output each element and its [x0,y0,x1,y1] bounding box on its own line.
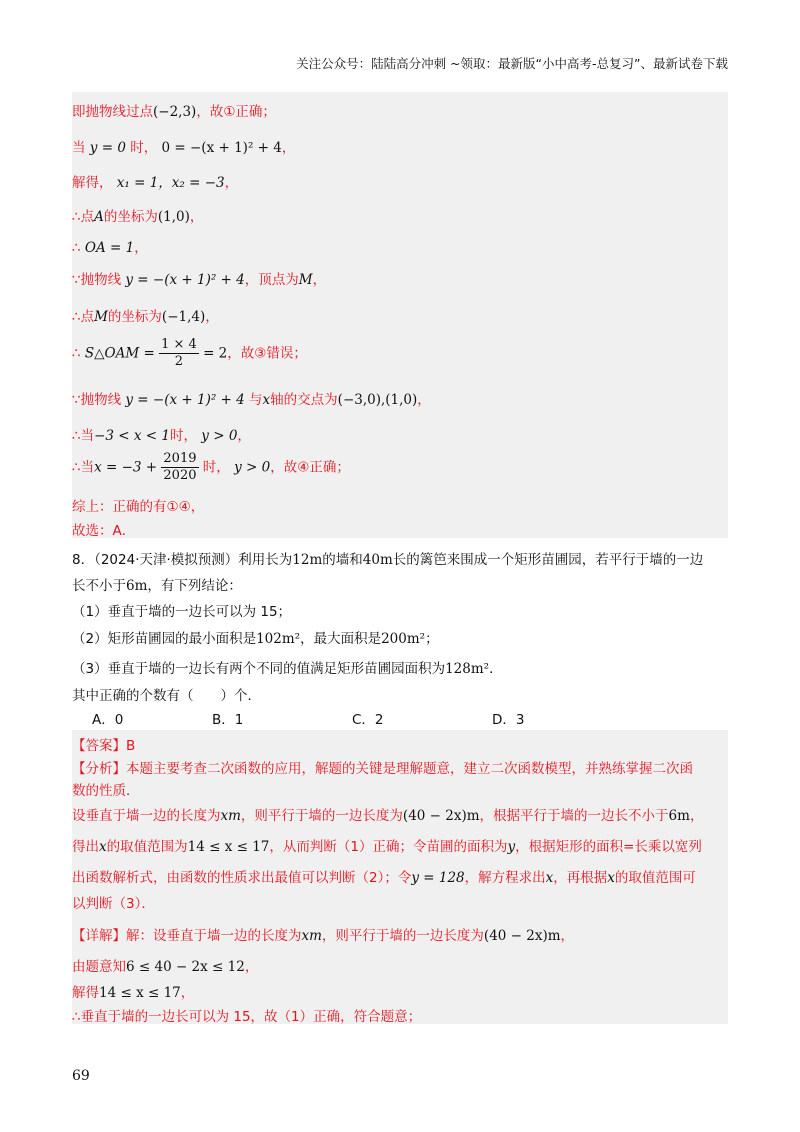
page-header: 关注公众号：陆陆高分冲刺 ~领取：最新版“小中高考-总复习”、最新试卷下载 [296,56,728,71]
question-stem: 长不小于6m，有下列结论： [72,578,242,594]
question-statement: （2）矩形苗圃园的最小面积是102m²，最大面积是200m²； [72,631,439,647]
option-b: B．1 [212,712,244,728]
solution-line: 故选：A． [72,523,136,539]
solution-line: ∵抛物线 y = −(x + 1)² + 4 与x轴的交点为(−3,0),(1,0)， [72,392,431,408]
solution-line: ∵抛物线 y = −(x + 1)² + 4，顶点为M， [72,272,327,288]
detail-line: 由题意知6 ≤ 40 − 2x ≤ 12， [72,959,259,975]
detail-line: ∴垂直于墙的一边长可以为 15，故（1）正确，符合题意； [72,1009,422,1025]
solution-line: ∴当x = −3 + $\frac{2019}{2020}$ 时， y > 0，故④正确； [72,451,350,483]
solution-line: ∴点A的坐标为(1,0)， [72,209,204,225]
analysis-line: 以判断（3）． [72,896,155,912]
question-stem: 8．（2024·天津·模拟预测）利用长为12m的墙和40m长的篱笆来围成一个矩形苗圃园，若平行于墙的一边 [72,552,704,568]
option-d: D．3 [492,712,525,728]
detail-line: 解得14 ≤ x ≤ 17， [72,985,195,1001]
solution-line: 即抛物线过点(−2,3)，故①正确； [72,104,276,120]
fraction: $\frac{2019}{2020}$ [163,451,197,483]
analysis-line: 【分析】本题主要考查二次函数的应用，解题的关键是理解题意，建立二次函数模型，并熟练掌握二次函 [72,761,693,777]
solution-line: ∴当−3 < x < 1时， y > 0， [72,428,251,444]
option-a: A．0 [92,712,124,728]
option-c: C．2 [352,712,384,728]
question-statement: （3）垂直于墙的一边长有两个不同的值满足矩形苗圃园面积为128m²． [72,661,503,677]
question-statement: （1）垂直于墙的一边长可以为 15； [72,604,292,620]
solution-line: 综上：正确的有①④， [72,499,205,515]
analysis-line: 设垂直于墙一边的长度为xm，则平行于墙的一边长度为(40 − 2x)m，根据平行于墙的一边长不小于6m， [72,808,704,824]
solution-line: ∴点M的坐标为(−1,4)， [72,309,219,325]
fraction: $\frac{1 \times 4}{2}$ [161,337,197,369]
solution-line: 当 y = 0 时， 0 = −(x + 1)² + 4， [72,140,296,156]
analysis-line: 数的性质． [72,783,140,799]
analysis-line: 得出x的取值范围为14 ≤ x ≤ 17，从而判断（1）正确；令苗圃的面积为y，根据矩形的面积=长乘以宽列 [72,839,702,855]
page-number: 69 [72,1068,90,1084]
detail-line: 【详解】解：设垂直于墙一边的长度为xm，则平行于墙的一边长度为(40 − 2x)m， [72,928,575,944]
solution-line: 解得， x₁ = 1，x₂ = −3， [72,175,239,191]
solution-line: ∴ S△OAM = $\frac{1 \times 4}{2}$ = 2，故③错误； [72,337,307,369]
question-prompt: 其中正确的个数有（ ）个． [72,688,261,704]
analysis-line: 出函数解析式，由函数的性质求出最值可以判断（2）；令y = 128，解方程求出x，再根据x的取值范围可 [72,870,696,886]
answer-line: 【答案】B [72,738,136,754]
solution-line: ∴ OA = 1， [72,240,148,256]
